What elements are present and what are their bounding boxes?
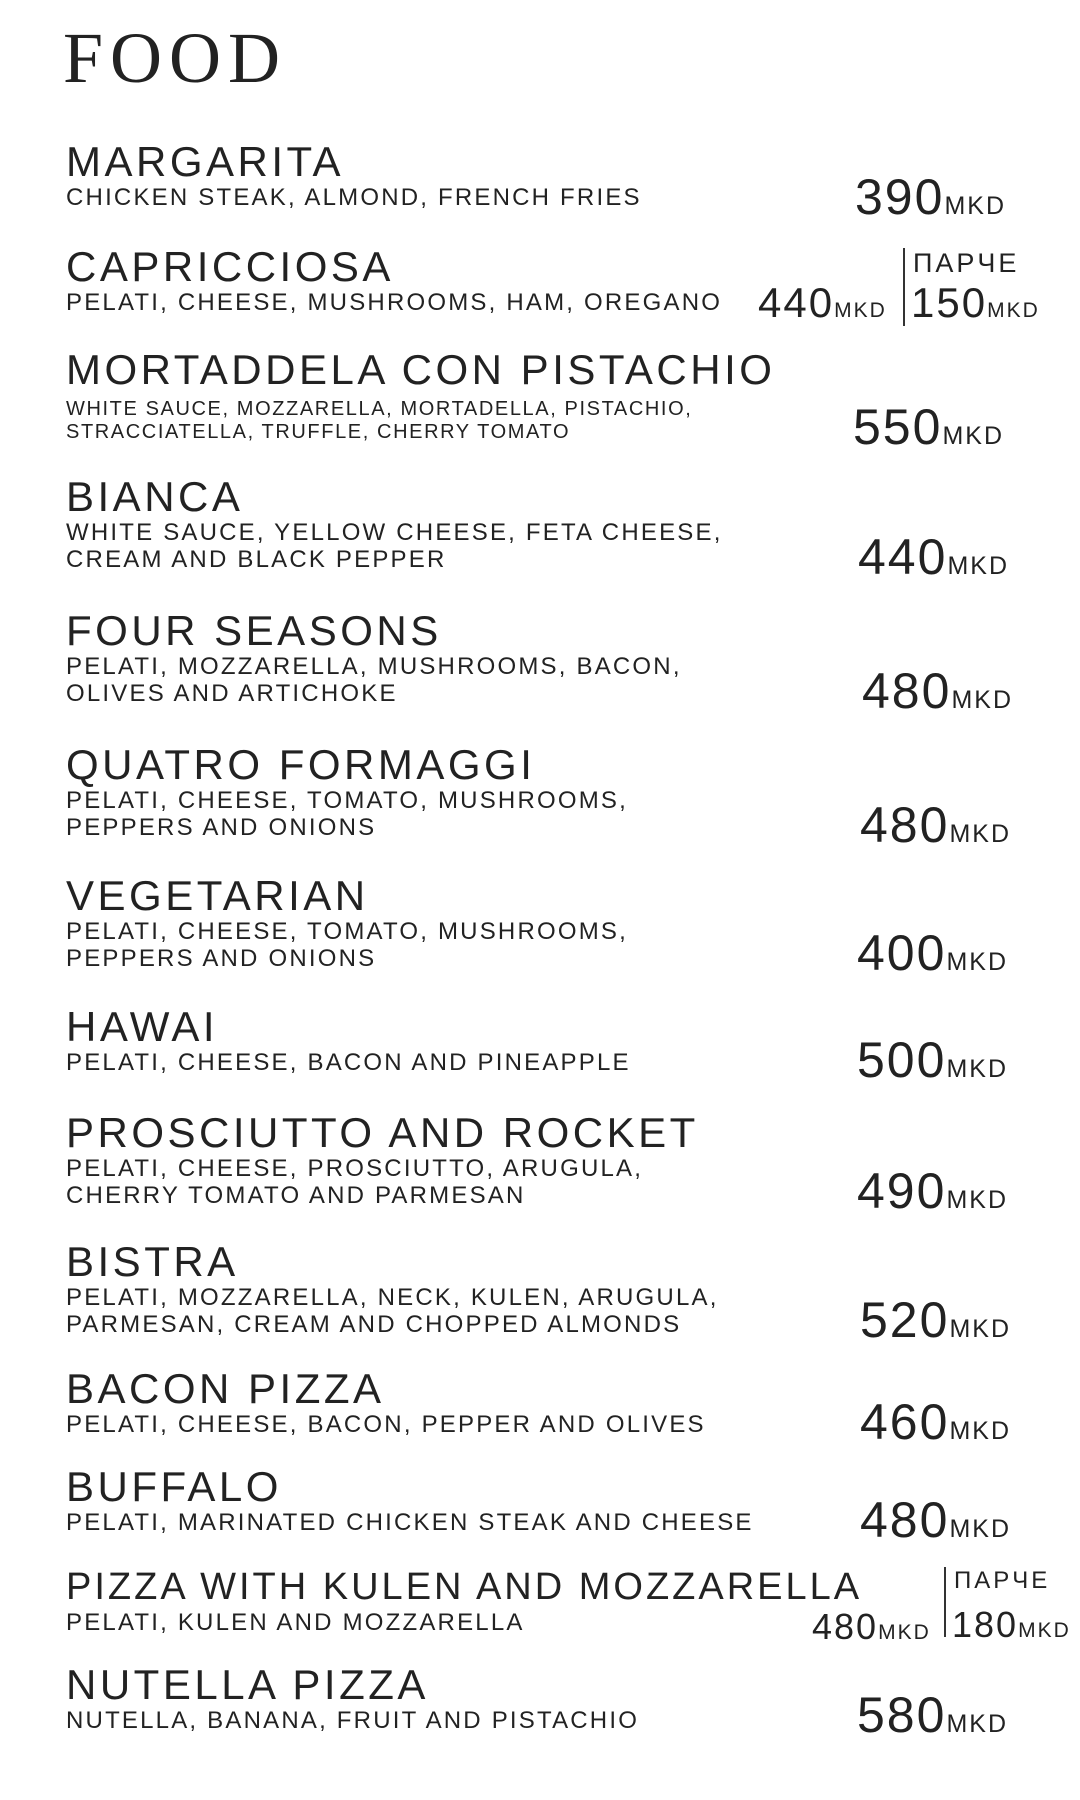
price-value: 390 bbox=[855, 169, 945, 225]
menu-item-description: WHITE SAUCE, MOZZARELLA, MORTADELLA, PISTACHIO, bbox=[66, 398, 693, 420]
menu-item-price bbox=[862, 663, 1013, 719]
menu-item-description: PELATI, CHEESE, TOMATO, MUSHROOMS, bbox=[66, 918, 628, 945]
menu-item-description: WHITE SAUCE, YELLOW CHEESE, FETA CHEESE, bbox=[66, 519, 723, 546]
menu-item-description: CHERRY TOMATO AND PARMESAN bbox=[66, 1182, 526, 1209]
menu-item-description: CREAM AND BLACK PEPPER bbox=[66, 546, 447, 573]
menu-item-description: NUTELLA, BANANA, FRUIT AND PISTACHIO bbox=[66, 1707, 640, 1734]
slice-label: ПАРЧЕ bbox=[954, 1567, 1051, 1594]
menu-item-description: PEPPERS AND ONIONS bbox=[66, 814, 377, 841]
slice-price-currency: MKD bbox=[1018, 1619, 1071, 1642]
menu-item-price bbox=[857, 1163, 1008, 1219]
menu-item-price bbox=[758, 279, 887, 326]
menu-item-price bbox=[860, 797, 1011, 853]
menu-item-description: CHICKEN STEAK, ALMOND, FRENCH FRIES bbox=[66, 184, 642, 211]
price-value: 520 bbox=[860, 1292, 950, 1348]
menu-item-name: NUTELLA PIZZA bbox=[66, 1661, 429, 1708]
slice-label: ПАРЧЕ bbox=[913, 248, 1020, 278]
menu-item-description: STRACCIATELLA, TRUFFLE, CHERRY TOMATO bbox=[66, 421, 571, 443]
menu-item-price bbox=[853, 399, 1004, 455]
price-value: 550 bbox=[853, 399, 943, 455]
price-currency: MKD bbox=[949, 1515, 1011, 1543]
menu-item-name: BACON PIZZA bbox=[66, 1365, 385, 1412]
menu-item-description: PELATI, MARINATED CHICKEN STEAK AND CHEESE bbox=[66, 1509, 754, 1536]
menu-item-name: BUFFALO bbox=[66, 1463, 282, 1510]
menu-item-name: MARGARITA bbox=[66, 138, 345, 185]
slice-price-value: 150 bbox=[911, 279, 988, 326]
price-value: 480 bbox=[812, 1606, 879, 1647]
price-currency: MKD bbox=[946, 1055, 1008, 1083]
menu-item-name: CAPRICCIOSA bbox=[66, 243, 394, 290]
slice-price bbox=[952, 1604, 1071, 1645]
slice-price-currency: MKD bbox=[987, 299, 1040, 322]
menu-item-name: HAWAI bbox=[66, 1003, 219, 1050]
price-currency: MKD bbox=[946, 1186, 1008, 1214]
menu-item-description: PEPPERS AND ONIONS bbox=[66, 945, 377, 972]
menu-item-description: OLIVES AND ARTICHOKE bbox=[66, 680, 398, 707]
menu-item-price bbox=[812, 1606, 931, 1647]
price-currency: MKD bbox=[946, 1710, 1008, 1738]
price-currency: MKD bbox=[949, 1417, 1011, 1445]
menu-item-name: MORTADDELA CON PISTACHIO bbox=[66, 346, 776, 393]
price-currency: MKD bbox=[946, 948, 1008, 976]
price-currency: MKD bbox=[944, 192, 1006, 220]
price-value: 480 bbox=[860, 797, 950, 853]
menu-item-description: PELATI, MOZZARELLA, NECK, KULEN, ARUGULA, bbox=[66, 1284, 719, 1311]
price-value: 440 bbox=[758, 279, 835, 326]
menu-item-description: PELATI, CHEESE, MUSHROOMS, HAM, OREGANO bbox=[66, 289, 723, 316]
menu-item-description: PELATI, CHEESE, TOMATO, MUSHROOMS, bbox=[66, 787, 628, 814]
price-value: 400 bbox=[857, 925, 947, 981]
price-value: 480 bbox=[860, 1492, 950, 1548]
menu-item-price bbox=[860, 1292, 1011, 1348]
price-value: 480 bbox=[862, 663, 952, 719]
menu-item-price bbox=[857, 1032, 1008, 1088]
menu-item-price bbox=[857, 1687, 1008, 1743]
price-currency: MKD bbox=[878, 1621, 931, 1644]
menu-item-description: PELATI, MOZZARELLA, MUSHROOMS, BACON, bbox=[66, 653, 682, 680]
menu-item-price bbox=[855, 169, 1006, 225]
menu-item-description: PELATI, CHEESE, BACON AND PINEAPPLE bbox=[66, 1049, 631, 1076]
menu-item-name: PIZZA WITH KULEN AND MOZZARELLA bbox=[66, 1566, 863, 1608]
menu-item-price bbox=[858, 529, 1009, 585]
menu-item-name: QUATRO FORMAGGI bbox=[66, 741, 536, 788]
menu-item-price bbox=[860, 1492, 1011, 1548]
price-value: 490 bbox=[857, 1163, 947, 1219]
slice-price bbox=[911, 279, 1040, 326]
price-value: 580 bbox=[857, 1687, 947, 1743]
slice-price-value: 180 bbox=[952, 1604, 1019, 1645]
menu-item-name: FOUR SEASONS bbox=[66, 607, 442, 654]
menu-item-price bbox=[860, 1394, 1011, 1450]
menu-item-description: PARMESAN, CREAM AND CHOPPED ALMONDS bbox=[66, 1311, 682, 1338]
price-currency: MKD bbox=[942, 422, 1004, 450]
price-currency: MKD bbox=[949, 1315, 1011, 1343]
price-currency: MKD bbox=[949, 820, 1011, 848]
price-divider bbox=[944, 1567, 946, 1637]
menu-item-description: PELATI, KULEN AND MOZZARELLA bbox=[66, 1609, 525, 1636]
price-value: 440 bbox=[858, 529, 948, 585]
menu-item-name: VEGETARIAN bbox=[66, 872, 369, 919]
price-currency: MKD bbox=[834, 299, 887, 322]
page-title: FOOD bbox=[63, 18, 288, 98]
price-currency: MKD bbox=[951, 686, 1013, 714]
price-currency: MKD bbox=[947, 552, 1009, 580]
menu-item-name: PROSCIUTTO AND ROCKET bbox=[66, 1109, 699, 1156]
price-value: 500 bbox=[857, 1032, 947, 1088]
menu-item-name: BISTRA bbox=[66, 1238, 239, 1285]
menu-item-description: PELATI, CHEESE, PROSCIUTTO, ARUGULA, bbox=[66, 1155, 644, 1182]
menu-item-name: BIANCA bbox=[66, 473, 244, 520]
menu-item-description: PELATI, CHEESE, BACON, PEPPER AND OLIVES bbox=[66, 1411, 706, 1438]
menu-item-price bbox=[857, 925, 1008, 981]
price-value: 460 bbox=[860, 1394, 950, 1450]
price-divider bbox=[903, 248, 905, 326]
